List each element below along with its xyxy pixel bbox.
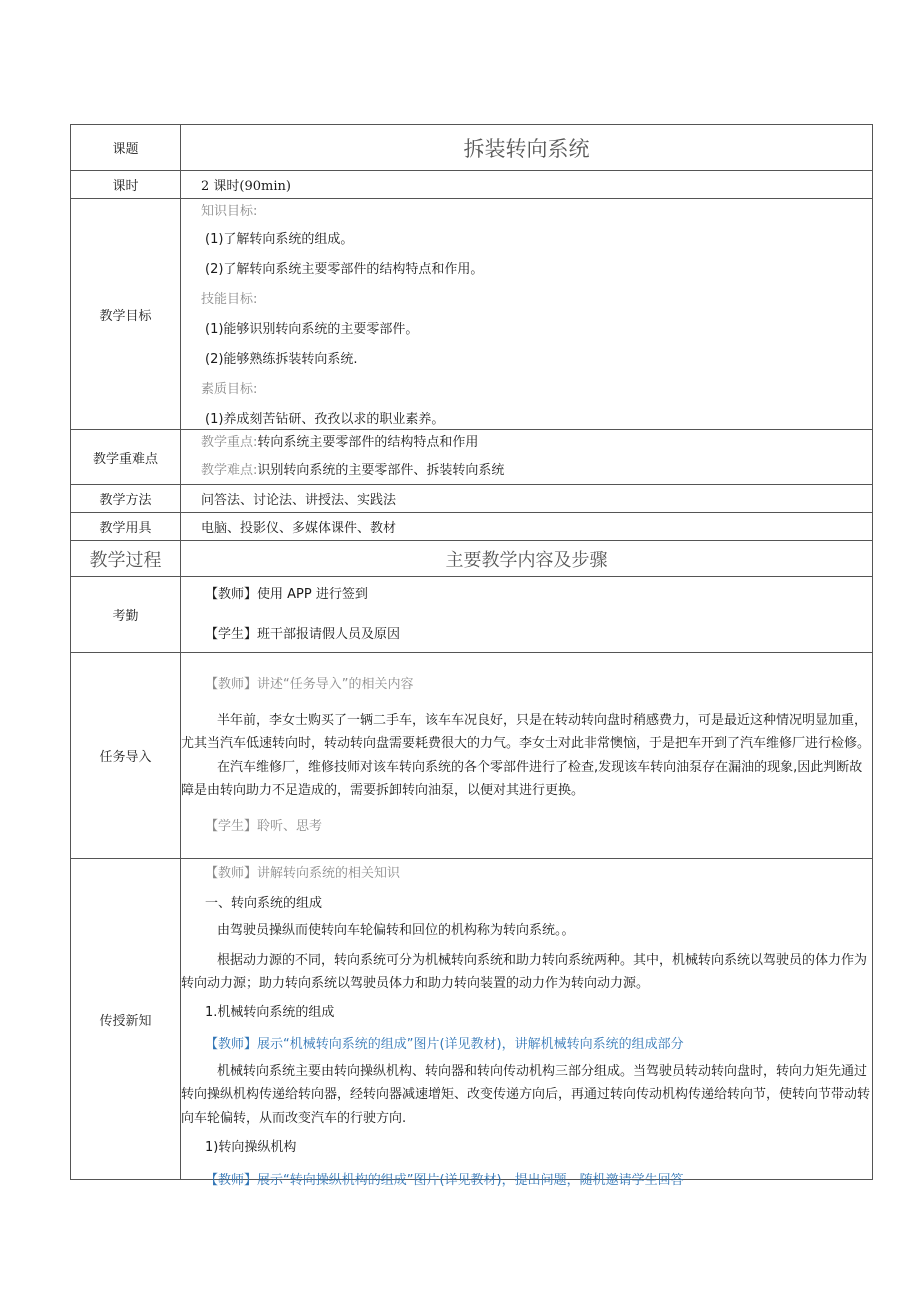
skill-item-2: (2)能够熟练拆装转向系统. bbox=[205, 352, 358, 367]
intro-label: 任务导入 bbox=[71, 653, 181, 859]
row-intro bbox=[71, 653, 873, 859]
difficulty-value: 识别转向系统的主要零部件、拆装转向系统 bbox=[257, 463, 505, 478]
methods-label: 教学方法 bbox=[71, 485, 181, 513]
topic-value: 拆装转向系统 bbox=[181, 125, 873, 171]
row-tools bbox=[71, 513, 873, 541]
topic-label: 课题 bbox=[71, 125, 181, 171]
intro-paragraph-1: 半年前，李女士购买了一辆二手车，该车车况良好，只是在转动转向盘时稍感费力，可是最近这种情况明显加重，尤其当汽车低速转向时，转动转向盘需要耗费很大的力气。李女士对此非常懊恼，于是把车开到了汽车维修厂进行检修。 bbox=[181, 712, 871, 751]
new-knowledge-paragraph-1: 由驾驶员操纵而使转向车轮偏转和回位的机构称为转向系统。。 bbox=[217, 923, 575, 938]
key-points-label: 教学重难点 bbox=[71, 430, 181, 485]
process-header-right: 主要教学内容及步骤 bbox=[181, 541, 873, 577]
row-hours bbox=[71, 171, 873, 199]
process-header-left: 教学过程 bbox=[71, 541, 181, 577]
row-process-header bbox=[71, 541, 873, 577]
new-knowledge-teacher-2: 【教师】展示“机械转向系统的组成”图片(详见教材)，讲解机械转向系统的组成部分 bbox=[205, 1036, 684, 1052]
row-new-knowledge bbox=[71, 859, 873, 1180]
methods-value: 问答法、讨论法、讲授法、实践法 bbox=[181, 485, 873, 513]
new-knowledge-paragraph-2: 根据动力源的不同，转向系统可分为机械转向系统和助力转向系统两种。其中，机械转向系统以驾驶员的体力作为转向动力源；助力转向系统以驾驶员体力和助力转向装置的动力作为转向动力源。 bbox=[181, 952, 868, 991]
skill-item-1: (1)能够识别转向系统的主要零部件。 bbox=[205, 322, 419, 337]
tools-label: 教学用具 bbox=[71, 513, 181, 541]
quality-head: 素质目标: bbox=[201, 382, 258, 397]
intro-paragraph-2: 在汽车维修厂，维修技师对该车转向系统的各个零部件进行了检查,发现该车转向油泵存在漏油的现象,因此判断故障是由转向助力不足造成的，需要拆卸转向油泵，以便对其进行更换。 bbox=[181, 759, 863, 798]
intro-teacher: 【教师】讲述“任务导入”的相关内容 bbox=[205, 676, 414, 692]
focus-label: 教学重点: bbox=[201, 435, 258, 450]
new-knowledge-teacher-3: 【教师】展示“转向操纵机构的组成”图片(详见教材)，提出问题，随机邀请学生回答 bbox=[205, 1173, 684, 1188]
hours-label: 课时 bbox=[71, 171, 181, 199]
lesson-plan-table bbox=[70, 124, 873, 1188]
difficulty-label: 教学难点: bbox=[201, 463, 258, 478]
section-heading-3: 1)转向操纵机构 bbox=[205, 1140, 297, 1155]
hours-value: 2 课时(90min) bbox=[181, 171, 873, 199]
row-attendance bbox=[71, 577, 873, 653]
new-knowledge-teacher-1: 【教师】讲解转向系统的相关知识 bbox=[205, 866, 401, 881]
knowledge-head: 知识目标: bbox=[201, 204, 258, 219]
attendance-student: 【学生】班干部报请假人员及原因 bbox=[205, 626, 401, 642]
knowledge-item-2: (2)了解转向系统主要零部件的结构特点和作用。 bbox=[205, 262, 484, 277]
knowledge-item-1: (1)了解转向系统的组成。 bbox=[205, 232, 354, 247]
attendance-teacher: 【教师】使用 APP 进行签到 bbox=[205, 586, 368, 602]
new-knowledge-paragraph-3: 机械转向系统主要由转向操纵机构、转向器和转向传动机构三部分组成。当驾驶员转动转向盘时，转向力矩先通过转向操纵机构传递给转向器，经转向器减速增矩、改变传递方向后，再通过转向传动机构传递给转向节，使转向节带动转向车轮偏转，从而改变汽车的行驶方向. bbox=[181, 1063, 871, 1126]
row-topic bbox=[71, 125, 873, 171]
row-key-points bbox=[71, 430, 873, 485]
skill-head: 技能目标: bbox=[201, 292, 258, 307]
attendance-label: 考勤 bbox=[71, 577, 181, 653]
intro-student: 【学生】聆听、思考 bbox=[205, 818, 323, 834]
objectives-label: 教学目标 bbox=[71, 199, 181, 430]
row-methods bbox=[71, 485, 873, 513]
section-heading-2: 1.机械转向系统的组成 bbox=[205, 1004, 335, 1020]
new-knowledge-label: 传授新知 bbox=[71, 859, 181, 1180]
quality-item-1: (1)养成刻苦钻研、孜孜以求的职业素养。 bbox=[205, 412, 445, 427]
section-heading-1: 一、转向系统的组成 bbox=[205, 896, 323, 911]
tools-value: 电脑、投影仪、多媒体课件、教材 bbox=[181, 513, 873, 541]
focus-value: 转向系统主要零部件的结构特点和作用 bbox=[257, 435, 479, 450]
row-objectives bbox=[71, 199, 873, 430]
